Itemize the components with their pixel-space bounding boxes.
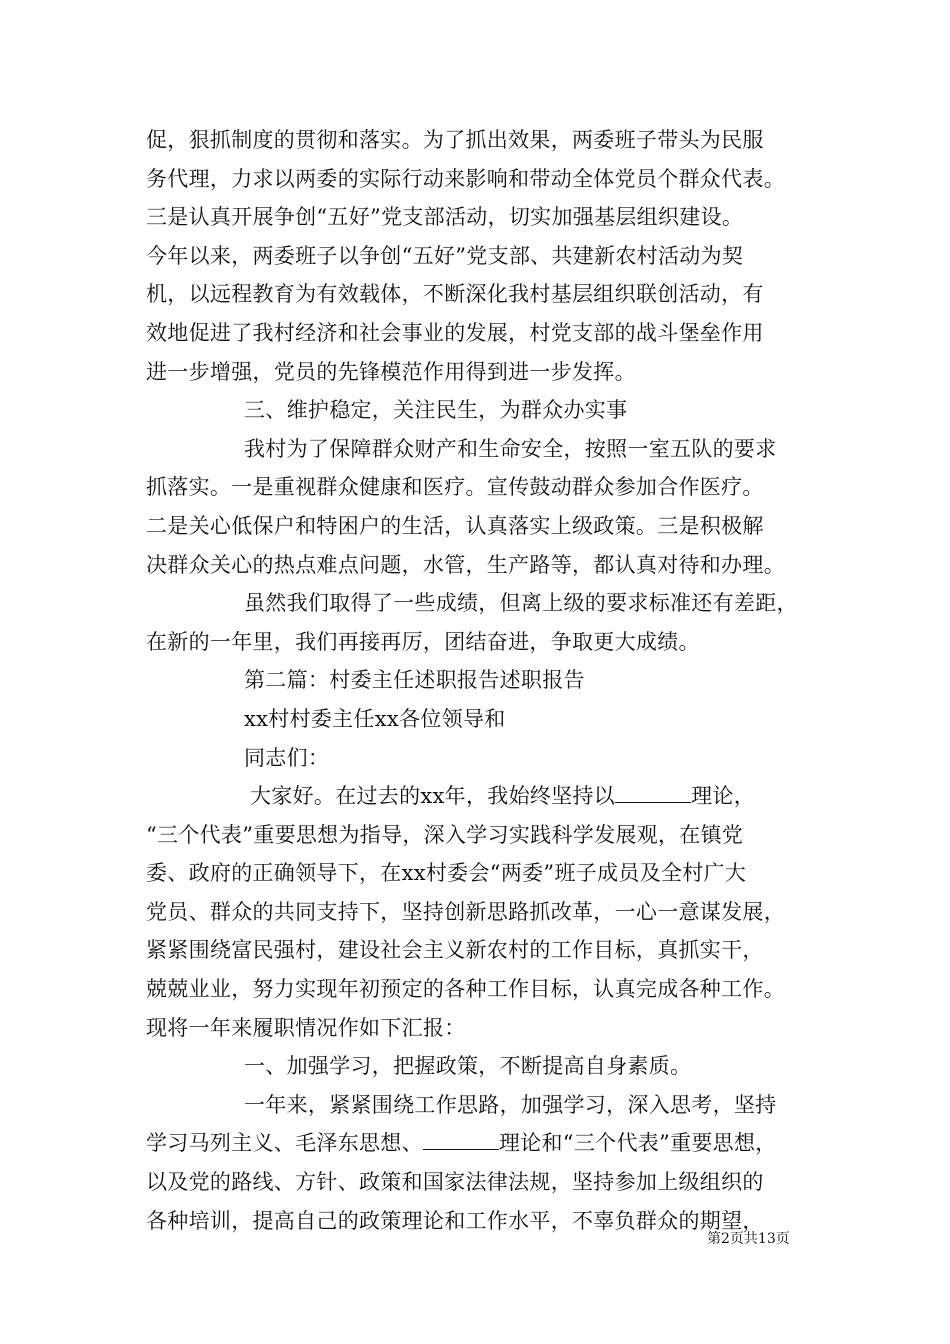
text-line: 机，以远程教育为有效载体，不断深化我村基层组织联创活动，有 xyxy=(146,282,764,307)
text-line: 虽然我们取得了一些成绩，但离上级的要求标准还有差距， xyxy=(244,591,798,616)
text-line: 今年以来，两委班子以争创“五好”党支部、共建新农村活动为契 xyxy=(146,243,744,268)
text-line: “三个代表”重要思想为指导，深入学习实践科学发展观，在镇党 xyxy=(146,822,744,847)
text-line: 党员、群众的共同支持下，坚持创新思路抓改革，一心一意谋发展， xyxy=(146,899,785,924)
text-line xyxy=(146,1124,826,1163)
text-segment: 学习马列主义、毛泽东思想、 xyxy=(146,1131,423,1156)
text-line: 务代理，力求以两委的实际行动来影响和带动全体党员个群众代表。 xyxy=(146,166,785,191)
section-heading: 一、加强学习，把握政策，不断提高自身素质。 xyxy=(244,1054,692,1079)
text-line: 紧紧围绕富民强村，建设社会主义新农村的工作目标，真抓实干， xyxy=(146,938,764,963)
section-heading: 三、维护稳定，关注民生，为群众办实事 xyxy=(244,398,628,423)
text-line: 一年来，紧紧围绕工作思路，加强学习，深入思考，坚持 xyxy=(244,1092,777,1117)
text-segment: 大家好。在过去的xx年，我始终坚持以 xyxy=(250,784,616,809)
fill-in-blank xyxy=(423,1126,499,1150)
text-line: 委、政府的正确领导下，在xx村委会“两委”班子成员及全村广大 xyxy=(146,861,747,886)
fill-in-blank xyxy=(615,779,691,803)
page-number: 第2页共13页 xyxy=(707,1231,790,1247)
text-line: 在新的一年里，我们再接再厉，团结奋进，争取更大成绩。 xyxy=(146,629,700,654)
text-line: 进一步增强，党员的先锋模范作用得到进一步发挥。 xyxy=(146,359,636,384)
text-line: 抓落实。一是重视群众健康和医疗。宣传鼓动群众参加合作医疗。 xyxy=(146,475,764,500)
text-line: 三是认真开展争创“五好”党支部活动，切实加强基层组织建设。 xyxy=(146,205,744,230)
text-line: 促，狠抓制度的贯彻和落实。为了抓出效果，两委班子带头为民服 xyxy=(146,128,764,152)
text-line: 效地促进了我村经济和社会事业的发展，村党支部的战斗堡垒作用 xyxy=(146,320,764,345)
chapter-title: 第二篇：村委主任述职报告述职报告 xyxy=(244,668,585,693)
text-line: 各种培训，提高自己的政策理论和工作水平，不辜负群众的期望， xyxy=(146,1208,764,1233)
text-line xyxy=(146,777,826,816)
text-line: 现将一年来履职情况作如下汇报： xyxy=(146,1015,466,1040)
text-line: 决群众关心的热点难点问题，水管，生产路等，都认真对待和办理。 xyxy=(146,552,785,577)
text-line: 以及党的路线、方针、政策和国家法律法规，坚持参加上级组织的 xyxy=(146,1170,764,1195)
text-line: 二是关心低保户和特困户的生活，认真落实上级政策。三是积极解 xyxy=(146,513,764,538)
text-line: 我村为了保障群众财产和生命安全，按照一室五队的要求 xyxy=(244,436,777,461)
text-line: 兢兢业业，努力实现年初预定的各种工作目标，认真完成各种工作。 xyxy=(146,977,785,1002)
text-line: xx村村委主任xx各位领导和 xyxy=(244,706,506,731)
document-body xyxy=(146,121,826,1240)
text-segment: 理论和“三个代表”重要思想， xyxy=(498,1131,777,1156)
text-segment: 理论， xyxy=(691,784,755,809)
salutation: 同志们： xyxy=(244,745,330,770)
